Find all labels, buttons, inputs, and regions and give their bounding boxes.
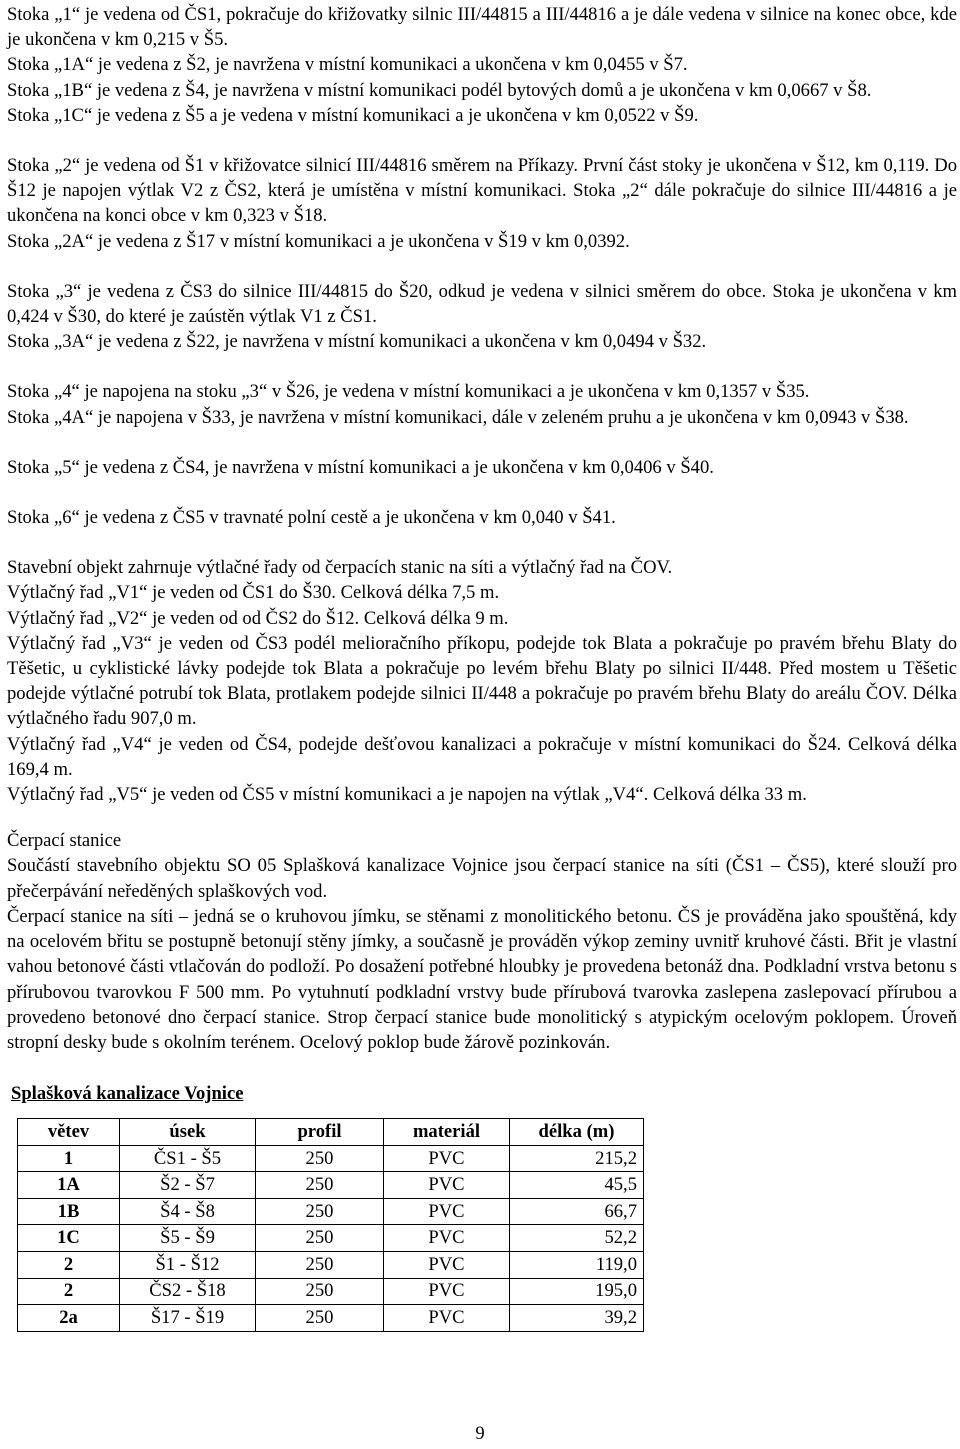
- cell-profil: 250: [256, 1252, 384, 1279]
- paragraph-stoka-1c: Stoka „1C“ je vedena z Š5 a je vedena v místní komunikaci a je ukončena v km 0,0522 v Š9.: [7, 104, 699, 126]
- cell-profil: 250: [256, 1172, 384, 1199]
- section-heading-cerpaci-stanice: Čerpací stanice: [7, 830, 122, 852]
- paragraph-vytlak-v5: Výtlačný řad „V5“ je veden od ČS5 v místní komunikaci a je napojen na výtlak „V4“. Celková délka 33 m.: [7, 784, 807, 806]
- paragraph-vytlak-v2: Výtlačný řad „V2“ je veden od od ČS2 do Š12. Celková délka 9 m.: [7, 607, 509, 629]
- cell-delka: 52,2: [510, 1225, 644, 1252]
- cell-delka: 195,0: [510, 1278, 644, 1305]
- cell-vetev: 1A: [18, 1172, 120, 1199]
- header-vetev: větev: [18, 1119, 120, 1146]
- cell-profil: 250: [256, 1278, 384, 1305]
- paragraph-stoka-1a: Stoka „1A“ je vedena z Š2, je navržena v místní komunikaci a ukončena v km 0,0455 v Š7.: [7, 54, 688, 76]
- table-row: [18, 1172, 644, 1199]
- cell-delka: 66,7: [510, 1198, 644, 1225]
- cell-vetev: 1: [18, 1145, 120, 1172]
- cell-profil: 250: [256, 1225, 384, 1252]
- table-row: [18, 1198, 644, 1225]
- paragraph-stoka-2a: Stoka „2A“ je vedena z Š17 v místní komunikaci a je ukončena v Š19 v km 0,0392.: [7, 230, 630, 252]
- paragraph-stoka-1b: Stoka „1B“ je vedena z Š4, je navržena v místní komunikaci podél bytových domů a je ukončena v km 0,0667 v Š8.: [7, 79, 872, 101]
- paragraph-soucasti: Součástí stavebního objektu SO 05 Splašková kanalizace Vojnice jsou čerpací stanice na síti (ČS1 – ČS5), které slouží pro přečerpávání neředěných splaškových vod.: [7, 855, 957, 902]
- paragraph-stoka-4: Stoka „4“ je napojena na stoku „3“ v Š26, je vedena v místní komunikaci a je ukončena v km 0,1357 v Š35.: [7, 381, 810, 403]
- cell-delka: 45,5: [510, 1172, 644, 1199]
- cell-delka: 39,2: [510, 1305, 644, 1332]
- cell-usek: Š2 - Š7: [120, 1172, 256, 1199]
- document-page: [7, 2, 957, 1332]
- paragraph-stoka-1: Stoka „1“ je vedena od ČS1, pokračuje do křižovatky silnic III/44815 a III/44816 a je dále vedena v silnice na konec obce, kde je ukončena v km 0,215 v Š5.: [7, 4, 957, 51]
- cell-vetev: 1B: [18, 1198, 120, 1225]
- paragraph-stavebni-objekt: Stavební objekt zahrnuje výtlačné řady od čerpacích stanic na síti a výtlačný řad na ČOV.: [7, 557, 673, 579]
- header-delka: délka (m): [510, 1119, 644, 1146]
- cell-material: PVC: [384, 1172, 510, 1199]
- cell-vetev: 2a: [18, 1305, 120, 1332]
- cell-profil: 250: [256, 1145, 384, 1172]
- cell-usek: Š4 - Š8: [120, 1198, 256, 1225]
- paragraph-stoka-6: Stoka „6“ je vedena z ČS5 v travnaté polní cestě a je ukončena v km 0,040 v Š41.: [7, 507, 616, 529]
- paragraph-stoka-4a: Stoka „4A“ je napojena v Š33, je navržena v místní komunikaci, dále v zeleném pruhu a je ukončena v km 0,0943 v Š38.: [7, 406, 909, 428]
- table-row: [18, 1145, 644, 1172]
- cell-material: PVC: [384, 1145, 510, 1172]
- table-row: [18, 1278, 644, 1305]
- cell-material: PVC: [384, 1252, 510, 1279]
- header-usek: úsek: [120, 1119, 256, 1146]
- table-row: [18, 1305, 644, 1332]
- paragraph-stoka-5: Stoka „5“ je vedena z ČS4, je navržena v místní komunikaci a je ukončena v km 0,0406 v Š40.: [7, 456, 714, 478]
- cell-usek: Š1 - Š12: [120, 1252, 256, 1279]
- paragraph-stoka-3: Stoka „3“ je vedena z ČS3 do silnice III/44815 do Š20, odkud je vedena v silnici směrem do obce. Stoka je ukončena v km 0,424 v Š30, do které je zaústěn výtlak V1 z ČS1.: [7, 280, 957, 328]
- cell-usek: ČS1 - Š5: [120, 1145, 256, 1172]
- table-title: Splašková kanalizace Vojnice: [11, 1083, 244, 1105]
- cell-vetev: 2: [18, 1278, 120, 1305]
- cell-vetev: 1C: [18, 1225, 120, 1252]
- cell-usek: ČS2 - Š18: [120, 1278, 256, 1305]
- cell-material: PVC: [384, 1278, 510, 1305]
- cell-delka: 215,2: [510, 1145, 644, 1172]
- cell-profil: 250: [256, 1305, 384, 1332]
- paragraph-vytlak-v1: Výtlačný řad „V1“ je veden od ČS1 do Š30. Celková délka 7,5 m.: [7, 582, 500, 604]
- paragraph-vytlak-v3: Výtlačný řad „V3“ je veden od ČS3 podél melioračního příkopu, podejde tok Blata a pokračuje po pravém břehu Blaty do Těšetic, u cyklistické lávky podejde tok Blata a pokračuje po levém břehu Blaty po silnici II/448. Před mostem u Těšetic podejde výtlačné potrubí tok Blata, protlakem podejde silnici II/448 a pokračuje po pravém břehu Blaty do areálu ČOV. Délka výtlačného řadu 907,0 m.: [7, 632, 957, 730]
- paragraph-stoka-3a: Stoka „3A“ je vedena z Š22, je navržena v místní komunikaci a ukončena v km 0,0494 v Š32.: [7, 331, 707, 353]
- cell-material: PVC: [384, 1225, 510, 1252]
- table-row: [18, 1225, 644, 1252]
- paragraph-stoka-2: Stoka „2“ je vedena od Š1 v křižovatce silnicí III/44816 směrem na Příkazy. První část stoky je ukončena v Š12, km 0,119. Do Š12 je napojen výtlak V2 z ČS2, která je umístěna v místní komunikaci. Stoka „2“ dále pokračuje do silnice III/44816 a je ukončena na konci obce v km 0,323 v Š18.: [7, 155, 957, 227]
- cell-profil: 250: [256, 1198, 384, 1225]
- header-profil: profil: [256, 1119, 384, 1146]
- page-number: 9: [475, 1423, 485, 1444]
- cell-delka: 119,0: [510, 1252, 644, 1279]
- cell-usek: Š5 - Š9: [120, 1225, 256, 1252]
- cell-material: PVC: [384, 1305, 510, 1332]
- cell-material: PVC: [384, 1198, 510, 1225]
- cell-usek: Š17 - Š19: [120, 1305, 256, 1332]
- sewer-branches-table: [17, 1118, 644, 1332]
- header-material: materiál: [384, 1119, 510, 1146]
- paragraph-cerpaci-stanice-popis: Čerpací stanice na síti – jedná se o kruhovou jímku, se stěnami z monolitického betonu. ČS je prováděna jako spouštěná, kdy na ocelovém břitu se postupně betonují stěny jímky, a současně je prováděn výkop zeminy uvnitř kruhové části. Břit je vlastní vahou betonové části vtlačován do podloží. Po dosažení potřebné hloubky je provedena betonáž dna. Podkladní vrstva betonu s přírubovou tvarovkou F 500 mm. Po vytuhnutí podkladní vrstvy bude přírubová tvarovka zaslepena zaslepovací přírubou a provedeno betonové dno čerpací stanice. Strop čerpací stanice bude monolitický s atypickým ocelovým poklopem. Úroveň stropní desky bude s okolním terénem. Ocelový poklop bude žárově pozinkován.: [7, 905, 957, 1053]
- table-row: [18, 1252, 644, 1279]
- paragraph-vytlak-v4: Výtlačný řad „V4“ je veden od ČS4, podejde dešťovou kanalizaci a pokračuje v místní komunikaci do Š24. Celková délka 169,4 m.: [7, 733, 957, 780]
- table-header-row: [18, 1119, 644, 1146]
- cell-vetev: 2: [18, 1252, 120, 1279]
